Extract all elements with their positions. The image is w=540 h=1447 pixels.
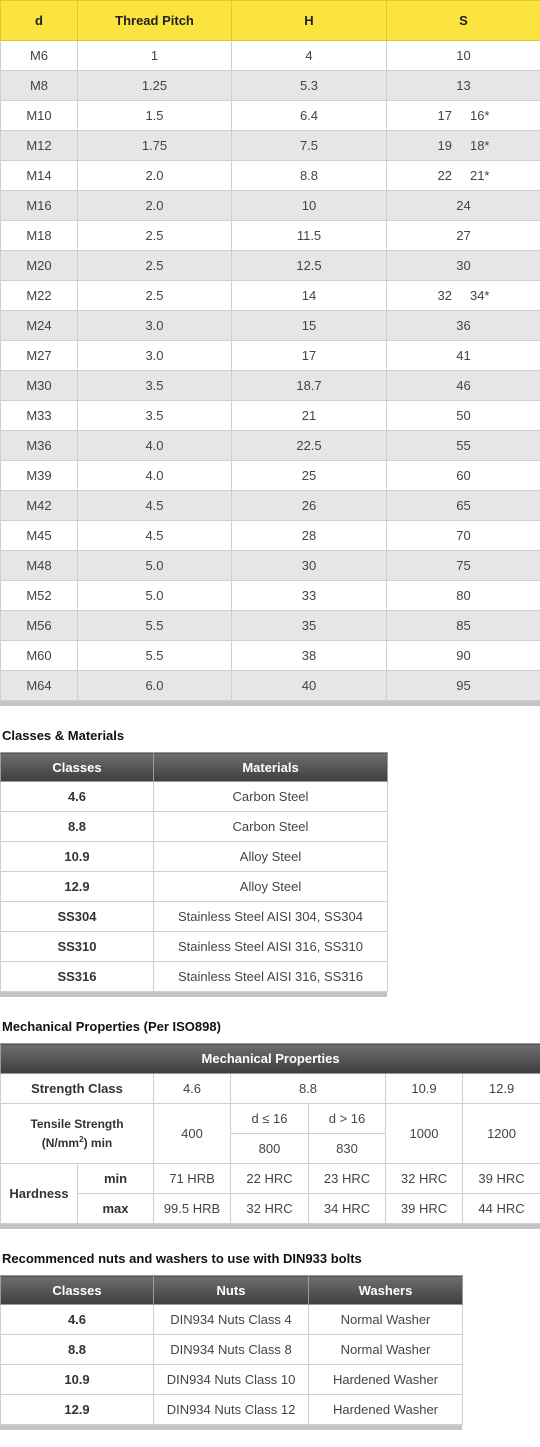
cell-thread-pitch: 3.5 bbox=[78, 371, 232, 401]
cell-s bbox=[387, 41, 540, 71]
table-row bbox=[1, 71, 540, 101]
cell-s-value: 46 bbox=[456, 378, 471, 393]
header-washers: Washers bbox=[309, 1276, 463, 1305]
hardness-label: Hardness bbox=[1, 1164, 78, 1224]
nuts-header-row bbox=[1, 1276, 463, 1305]
cell-d: M12 bbox=[1, 131, 78, 161]
cell-h: 38 bbox=[232, 641, 387, 671]
cell-d: M18 bbox=[1, 221, 78, 251]
table-row bbox=[1, 131, 540, 161]
cell-d: M22 bbox=[1, 281, 78, 311]
header-h: H bbox=[232, 1, 387, 41]
cell-s bbox=[387, 281, 540, 311]
nuts-body bbox=[1, 1305, 463, 1425]
cell-s-value: 24 bbox=[456, 198, 471, 213]
cell-s-value: 36 bbox=[456, 318, 471, 333]
dimensions-header-row bbox=[1, 1, 540, 41]
cell-class: SS316 bbox=[1, 962, 154, 992]
cell-washer: Hardened Washer bbox=[309, 1365, 463, 1395]
cell-s-value: 55 bbox=[456, 438, 471, 453]
tensile-d-le-16-label: d ≤ 16 bbox=[231, 1104, 309, 1134]
hardness-max-value: 99.5 HRB bbox=[154, 1194, 231, 1224]
tensile-8-8-le-16: 800 bbox=[231, 1134, 309, 1164]
cell-thread-pitch: 4.5 bbox=[78, 491, 232, 521]
tensile-label-superscript: 2 bbox=[79, 1134, 84, 1144]
cell-h: 7.5 bbox=[232, 131, 387, 161]
cell-thread-pitch: 4.0 bbox=[78, 431, 232, 461]
cell-thread-pitch: 1.5 bbox=[78, 101, 232, 131]
cell-d: M30 bbox=[1, 371, 78, 401]
cell-d: M39 bbox=[1, 461, 78, 491]
cell-thread-pitch: 5.0 bbox=[78, 551, 232, 581]
cell-s-alt-value: 21* bbox=[469, 168, 490, 183]
table-row bbox=[1, 311, 540, 341]
cell-thread-pitch: 5.5 bbox=[78, 641, 232, 671]
cell-s bbox=[387, 71, 540, 101]
cell-h: 26 bbox=[232, 491, 387, 521]
table-row bbox=[1, 521, 540, 551]
cell-nut: DIN934 Nuts Class 12 bbox=[154, 1395, 309, 1425]
cell-d: M33 bbox=[1, 401, 78, 431]
cell-s-alt-value: 16* bbox=[469, 108, 490, 123]
table-row bbox=[1, 251, 540, 281]
table-row bbox=[1, 281, 540, 311]
cell-s bbox=[387, 551, 540, 581]
cell-material: Stainless Steel AISI 304, SS304 bbox=[154, 902, 388, 932]
cell-h: 40 bbox=[232, 671, 387, 701]
cell-s bbox=[387, 191, 540, 221]
hardness-max-value: 34 HRC bbox=[309, 1194, 386, 1224]
tensile-4-6: 400 bbox=[154, 1104, 231, 1164]
cell-s bbox=[387, 131, 540, 161]
header-classes: Classes bbox=[1, 1276, 154, 1305]
cell-d: M48 bbox=[1, 551, 78, 581]
table-row bbox=[1, 191, 540, 221]
cell-material: Stainless Steel AISI 316, SS310 bbox=[154, 932, 388, 962]
cell-class: 12.9 bbox=[1, 872, 154, 902]
cell-s-value: 32 bbox=[437, 288, 452, 303]
header-thread-pitch: Thread Pitch bbox=[78, 1, 232, 41]
hardness-min-value: 32 HRC bbox=[386, 1164, 463, 1194]
header-mechanical-properties: Mechanical Properties bbox=[1, 1044, 540, 1074]
strength-class-8-8: 8.8 bbox=[231, 1074, 386, 1104]
table-row bbox=[1, 1365, 463, 1395]
cell-d: M52 bbox=[1, 581, 78, 611]
cell-material: Alloy Steel bbox=[154, 872, 388, 902]
header-classes: Classes bbox=[1, 753, 154, 782]
table-row bbox=[1, 932, 388, 962]
cell-s-value: 60 bbox=[456, 468, 471, 483]
cell-h: 14 bbox=[232, 281, 387, 311]
cell-class: 10.9 bbox=[1, 1365, 154, 1395]
cell-h: 4 bbox=[232, 41, 387, 71]
tensile-8-8-gt-16: 830 bbox=[309, 1134, 386, 1164]
cell-h: 25 bbox=[232, 461, 387, 491]
tensile-12-9: 1200 bbox=[463, 1104, 540, 1164]
table-row bbox=[1, 842, 388, 872]
cell-d: M6 bbox=[1, 41, 78, 71]
mechanical-properties-table bbox=[0, 1043, 540, 1224]
classes-body bbox=[1, 782, 388, 992]
cell-s bbox=[387, 371, 540, 401]
cell-s-value: 41 bbox=[456, 348, 471, 363]
cell-h: 28 bbox=[232, 521, 387, 551]
classes-header-row bbox=[1, 753, 388, 782]
cell-d: M36 bbox=[1, 431, 78, 461]
nuts-washers-table bbox=[0, 1275, 463, 1425]
table-row bbox=[1, 812, 388, 842]
cell-s bbox=[387, 431, 540, 461]
cell-s-value: 65 bbox=[456, 498, 471, 513]
cell-thread-pitch: 6.0 bbox=[78, 671, 232, 701]
cell-s-value: 50 bbox=[456, 408, 471, 423]
cell-h: 22.5 bbox=[232, 431, 387, 461]
cell-d: M14 bbox=[1, 161, 78, 191]
cell-s-value: 27 bbox=[456, 228, 471, 243]
cell-h: 17 bbox=[232, 341, 387, 371]
table-row bbox=[1, 641, 540, 671]
cell-thread-pitch: 2.0 bbox=[78, 161, 232, 191]
cell-s-alt-value: 34* bbox=[469, 288, 490, 303]
cell-material: Stainless Steel AISI 316, SS316 bbox=[154, 962, 388, 992]
hardness-min-value: 39 HRC bbox=[463, 1164, 540, 1194]
cell-s bbox=[387, 641, 540, 671]
cell-d: M64 bbox=[1, 671, 78, 701]
header-nuts: Nuts bbox=[154, 1276, 309, 1305]
strength-class-10-9: 10.9 bbox=[386, 1074, 463, 1104]
cell-class: 4.6 bbox=[1, 1305, 154, 1335]
tensile-label-line-3: ) min bbox=[83, 1135, 113, 1150]
header-materials: Materials bbox=[154, 753, 388, 782]
cell-h: 30 bbox=[232, 551, 387, 581]
table-row bbox=[1, 1395, 463, 1425]
cell-washer: Normal Washer bbox=[309, 1305, 463, 1335]
cell-material: Alloy Steel bbox=[154, 842, 388, 872]
hardness-min-label: min bbox=[78, 1164, 154, 1194]
cell-s-value: 22 bbox=[437, 168, 452, 183]
cell-h: 10 bbox=[232, 191, 387, 221]
cell-d: M27 bbox=[1, 341, 78, 371]
cell-s bbox=[387, 611, 540, 641]
table-row bbox=[1, 431, 540, 461]
cell-d: M60 bbox=[1, 641, 78, 671]
table-row bbox=[1, 371, 540, 401]
cell-thread-pitch: 2.0 bbox=[78, 191, 232, 221]
table-row bbox=[1, 41, 540, 71]
strength-class-label: Strength Class bbox=[1, 1074, 154, 1104]
nuts-washers-title: Recommenced nuts and washers to use with DIN933 bolts bbox=[2, 1251, 362, 1266]
cell-class: SS304 bbox=[1, 902, 154, 932]
classes-materials-table bbox=[0, 752, 388, 992]
table-row bbox=[1, 872, 388, 902]
cell-d: M56 bbox=[1, 611, 78, 641]
cell-thread-pitch: 2.5 bbox=[78, 281, 232, 311]
cell-d: M10 bbox=[1, 101, 78, 131]
cell-h: 15 bbox=[232, 311, 387, 341]
cell-h: 8.8 bbox=[232, 161, 387, 191]
cell-s-value: 70 bbox=[456, 528, 471, 543]
table-row bbox=[1, 491, 540, 521]
table-row bbox=[1, 101, 540, 131]
cell-washer: Normal Washer bbox=[309, 1335, 463, 1365]
cell-s-value: 19 bbox=[437, 138, 452, 153]
tensile-label-line-2: (N/mm bbox=[41, 1135, 80, 1150]
hardness-min-row bbox=[1, 1164, 540, 1194]
cell-d: M20 bbox=[1, 251, 78, 281]
table-row bbox=[1, 782, 388, 812]
classes-materials-title: Classes & Materials bbox=[2, 728, 125, 743]
cell-d: M8 bbox=[1, 71, 78, 101]
dimensions-body bbox=[1, 41, 540, 701]
cell-washer: Hardened Washer bbox=[309, 1395, 463, 1425]
cell-d: M42 bbox=[1, 491, 78, 521]
cell-thread-pitch: 3.0 bbox=[78, 341, 232, 371]
cell-nut: DIN934 Nuts Class 10 bbox=[154, 1365, 309, 1395]
cell-s bbox=[387, 101, 540, 131]
table-row bbox=[1, 1305, 463, 1335]
hardness-max-value: 32 HRC bbox=[231, 1194, 309, 1224]
cell-thread-pitch: 1 bbox=[78, 41, 232, 71]
cell-thread-pitch: 3.5 bbox=[78, 401, 232, 431]
header-d: d bbox=[1, 1, 78, 41]
cell-s bbox=[387, 251, 540, 281]
table-bottom-bar bbox=[0, 1425, 462, 1430]
strength-class-row bbox=[1, 1074, 540, 1104]
cell-h: 6.4 bbox=[232, 101, 387, 131]
cell-nut: DIN934 Nuts Class 8 bbox=[154, 1335, 309, 1365]
mechanical-header-row bbox=[1, 1044, 540, 1074]
cell-h: 33 bbox=[232, 581, 387, 611]
cell-s-value: 30 bbox=[456, 258, 471, 273]
tensile-label-line-1: Tensile Strength bbox=[30, 1116, 124, 1131]
table-row bbox=[1, 1335, 463, 1365]
cell-class: 8.8 bbox=[1, 1335, 154, 1365]
cell-thread-pitch: 4.5 bbox=[78, 521, 232, 551]
cell-thread-pitch: 5.0 bbox=[78, 581, 232, 611]
cell-class: SS310 bbox=[1, 932, 154, 962]
cell-s-alt-value: 18* bbox=[469, 138, 490, 153]
hardness-min-value: 23 HRC bbox=[309, 1164, 386, 1194]
cell-thread-pitch: 4.0 bbox=[78, 461, 232, 491]
cell-h: 18.7 bbox=[232, 371, 387, 401]
hardness-max-value: 39 HRC bbox=[386, 1194, 463, 1224]
hardness-max-label: max bbox=[78, 1194, 154, 1224]
cell-thread-pitch: 5.5 bbox=[78, 611, 232, 641]
cell-s bbox=[387, 581, 540, 611]
strength-class-12-9: 12.9 bbox=[463, 1074, 540, 1104]
table-row bbox=[1, 902, 388, 932]
cell-s bbox=[387, 401, 540, 431]
table-row bbox=[1, 221, 540, 251]
table-row bbox=[1, 341, 540, 371]
table-row bbox=[1, 161, 540, 191]
cell-nut: DIN934 Nuts Class 4 bbox=[154, 1305, 309, 1335]
table-row bbox=[1, 962, 388, 992]
cell-h: 11.5 bbox=[232, 221, 387, 251]
cell-thread-pitch: 3.0 bbox=[78, 311, 232, 341]
cell-s-value: 90 bbox=[456, 648, 471, 663]
cell-h: 35 bbox=[232, 611, 387, 641]
cell-d: M16 bbox=[1, 191, 78, 221]
cell-s-value: 13 bbox=[456, 78, 471, 93]
tensile-strength-label bbox=[1, 1104, 154, 1164]
hardness-max-value: 44 HRC bbox=[463, 1194, 540, 1224]
table-row bbox=[1, 461, 540, 491]
cell-s bbox=[387, 341, 540, 371]
cell-h: 21 bbox=[232, 401, 387, 431]
cell-s bbox=[387, 311, 540, 341]
cell-s-value: 10 bbox=[456, 48, 471, 63]
table-row bbox=[1, 581, 540, 611]
table-row bbox=[1, 611, 540, 641]
cell-s bbox=[387, 521, 540, 551]
cell-s bbox=[387, 491, 540, 521]
cell-s-value: 17 bbox=[437, 108, 452, 123]
hardness-max-row bbox=[1, 1194, 540, 1224]
cell-thread-pitch: 1.25 bbox=[78, 71, 232, 101]
cell-thread-pitch: 1.75 bbox=[78, 131, 232, 161]
dimensions-table bbox=[0, 0, 540, 701]
table-row bbox=[1, 671, 540, 701]
cell-h: 12.5 bbox=[232, 251, 387, 281]
hardness-min-value: 22 HRC bbox=[231, 1164, 309, 1194]
tensile-d-gt-16-label: d > 16 bbox=[309, 1104, 386, 1134]
cell-thread-pitch: 2.5 bbox=[78, 251, 232, 281]
tensile-row-1 bbox=[1, 1104, 540, 1134]
header-s: S bbox=[387, 1, 540, 41]
cell-class: 10.9 bbox=[1, 842, 154, 872]
cell-material: Carbon Steel bbox=[154, 782, 388, 812]
table-row bbox=[1, 551, 540, 581]
cell-class: 4.6 bbox=[1, 782, 154, 812]
cell-d: M24 bbox=[1, 311, 78, 341]
cell-h: 5.3 bbox=[232, 71, 387, 101]
tensile-10-9: 1000 bbox=[386, 1104, 463, 1164]
cell-s bbox=[387, 671, 540, 701]
mechanical-properties-title: Mechanical Properties (Per ISO898) bbox=[2, 1019, 221, 1034]
cell-s-value: 85 bbox=[456, 618, 471, 633]
hardness-min-value: 71 HRB bbox=[154, 1164, 231, 1194]
cell-class: 8.8 bbox=[1, 812, 154, 842]
strength-class-4-6: 4.6 bbox=[154, 1074, 231, 1104]
cell-s-value: 95 bbox=[456, 678, 471, 693]
cell-material: Carbon Steel bbox=[154, 812, 388, 842]
cell-class: 12.9 bbox=[1, 1395, 154, 1425]
cell-d: M45 bbox=[1, 521, 78, 551]
table-row bbox=[1, 401, 540, 431]
cell-s bbox=[387, 221, 540, 251]
cell-s-value: 75 bbox=[456, 558, 471, 573]
cell-s-value: 80 bbox=[456, 588, 471, 603]
cell-s bbox=[387, 461, 540, 491]
cell-s bbox=[387, 161, 540, 191]
cell-thread-pitch: 2.5 bbox=[78, 221, 232, 251]
